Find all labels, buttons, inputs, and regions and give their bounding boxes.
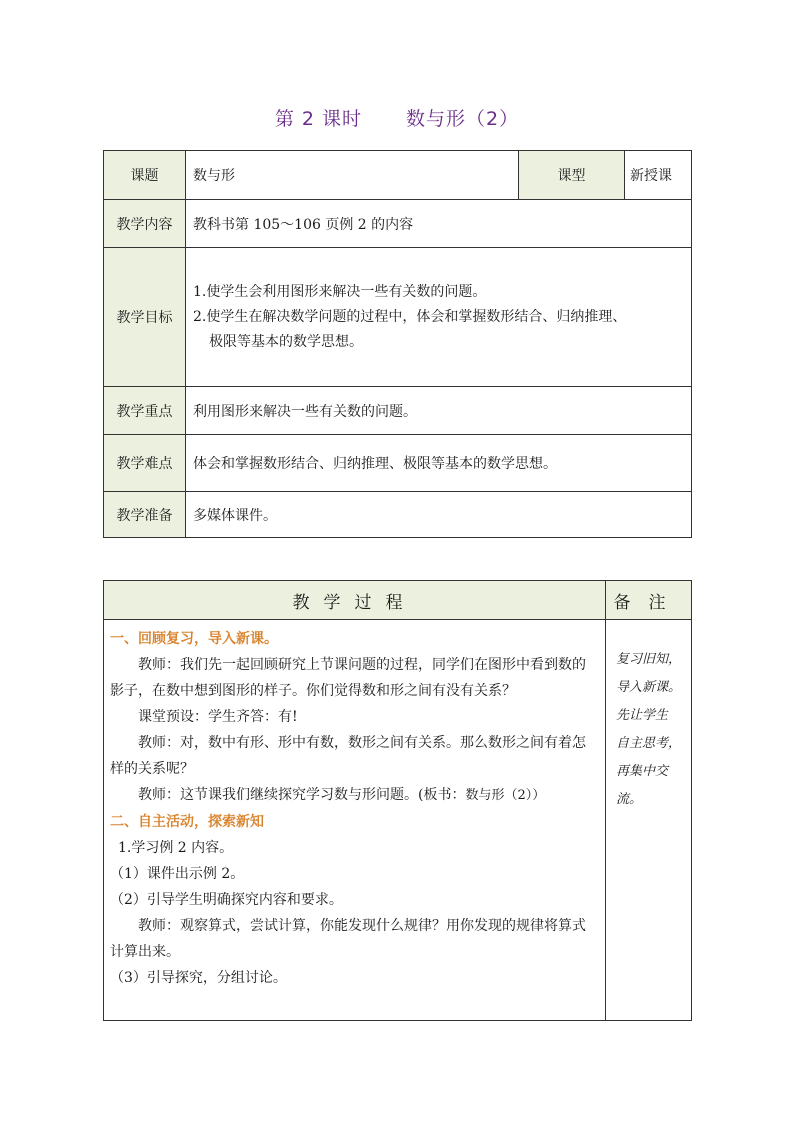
goals-list xyxy=(186,248,692,387)
paragraph: 教师：对，数中有形、形中有数，数形之间有关系。那么数形之间有着怎样的关系呢？ xyxy=(110,735,586,777)
list-item: （2）引导学生明确探究内容和要求。 xyxy=(110,892,343,908)
type-value: 新授课 xyxy=(625,151,692,200)
process-header: 教学过程 xyxy=(104,581,606,620)
content-value: 教科书第 105～106 页例 2 的内容 xyxy=(186,200,692,248)
lesson-topic: 数与形（2） xyxy=(406,108,520,130)
section-heading: 一、回顾复习，导入新课。 xyxy=(110,631,278,647)
paragraph: 课堂预设：学生齐答：有! xyxy=(138,709,298,725)
note-line: 导入新课。 xyxy=(616,680,682,695)
type-label: 课型 xyxy=(519,151,625,200)
difficulty-label: 教学难点 xyxy=(104,435,186,492)
key-point-value: 利用图形来解决一些有关数的问题。 xyxy=(186,387,692,435)
page-title xyxy=(0,104,794,131)
goal-item: 1.使学生会利用图形来解决一些有关数的问题。 xyxy=(193,283,487,300)
goal-item: 极限等基本的数学思想。 xyxy=(209,333,363,350)
topic-label: 课题 xyxy=(104,151,186,200)
paragraph: 教师：观察算式，尝试计算，你能发现什么规律？用你发现的规律将算式计算出来。 xyxy=(110,918,586,960)
note-line: 自主思考， xyxy=(616,736,682,751)
notes-content xyxy=(606,620,692,1021)
teaching-process-table xyxy=(103,580,692,1021)
note-line: 复习旧知， xyxy=(616,652,682,667)
goal-item: 2.使学生在解决数学问题的过程中，体会和掌握数形结合、归纳推理、 xyxy=(193,308,627,325)
paragraph-part: 教师：这节课我们继续探究学习数与形问题。(板书： xyxy=(138,787,466,803)
lesson-info-table xyxy=(103,150,692,538)
list-item: （3）引导探究，分组讨论。 xyxy=(110,970,287,986)
list-item: 1.学习例 2 内容。 xyxy=(118,840,234,856)
paragraph-part: 数与形（2）） xyxy=(465,788,546,803)
difficulty-value: 体会和掌握数形结合、归纳推理、极限等基本的数学思想。 xyxy=(186,435,692,492)
topic-value: 数与形 xyxy=(186,151,519,200)
preparation-label: 教学准备 xyxy=(104,492,186,538)
section-heading: 二、自主活动，探索新知 xyxy=(110,814,264,830)
paragraph: 教师：我们先一起回顾研究上节课问题的过程，同学们在图形中看到数的影子，在数中想到图形的样子。你们觉得数和形之间有没有关系？ xyxy=(110,657,586,699)
lesson-number: 第 2 课时 xyxy=(274,108,363,130)
notes-header: 备注 xyxy=(606,581,692,620)
goals-label: 教学目标 xyxy=(104,248,186,387)
list-item: （1）课件出示例 2。 xyxy=(110,866,245,882)
process-content xyxy=(104,620,606,1021)
content-label: 教学内容 xyxy=(104,200,186,248)
paragraph xyxy=(110,782,597,809)
key-point-label: 教学重点 xyxy=(104,387,186,435)
note-line: 流。 xyxy=(616,792,643,807)
note-line: 先让学生 xyxy=(616,708,669,723)
preparation-value: 多媒体课件。 xyxy=(186,492,692,538)
note-line: 再集中交 xyxy=(616,764,669,779)
